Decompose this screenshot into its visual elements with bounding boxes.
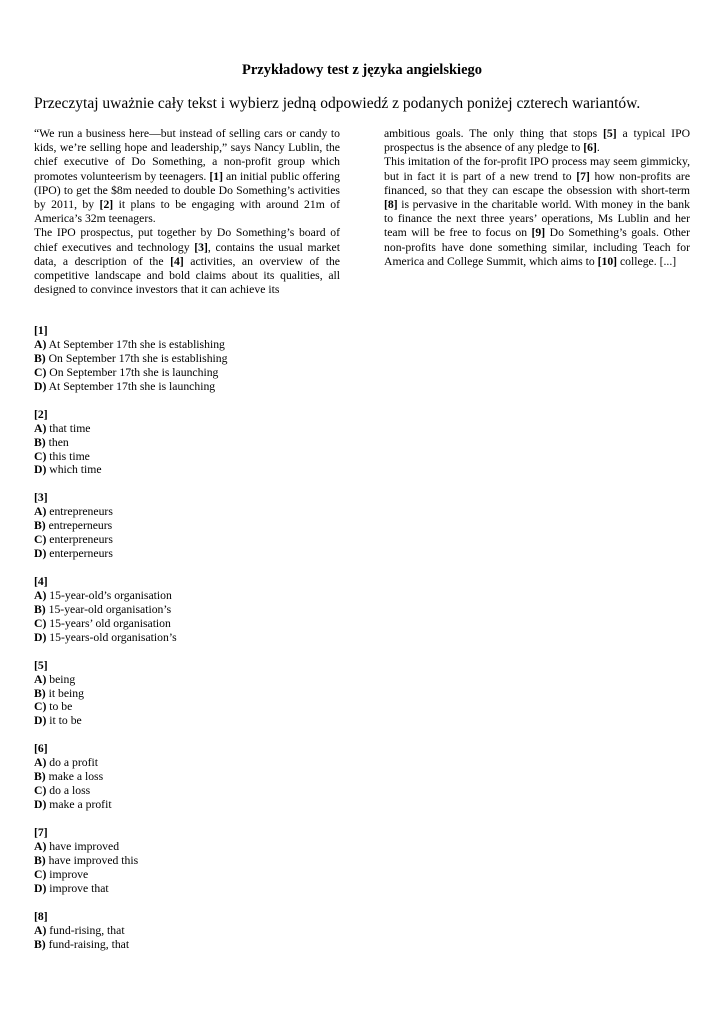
answer-option	[34, 882, 334, 896]
passage-paragraph: This imitation of the for-profit IPO process may seem gimmicky, but in fact it is part of a new trend to [7] how non-profits are financed, so that they can escape the obsession with short-term [8] is pervasive in the charitable world. With money in the bank to finance the next three years’ operations, Ms Lublin and her team will be free to focus on [9] Do Something’s goals. Other non-profits have done something similar, including Teach for America and College Summit, which aims to [10] college. [...]	[384, 155, 691, 268]
option-letter: A)	[34, 923, 47, 937]
option-text: fund-raising, that	[45, 937, 130, 951]
answer-option	[34, 631, 334, 645]
gap-marker: [3]	[194, 240, 208, 254]
option-letter: B)	[34, 770, 46, 784]
option-letter: B)	[34, 686, 46, 700]
gap-marker: [8]	[384, 198, 398, 212]
option-letter: A)	[34, 839, 47, 853]
question-number: [1]	[34, 324, 48, 337]
gap-marker: [1]	[209, 169, 223, 183]
option-letter: B)	[34, 853, 46, 867]
answer-option	[34, 505, 334, 519]
option-letter: C)	[34, 533, 47, 547]
option-text: improve that	[46, 881, 109, 895]
answer-option	[34, 603, 334, 617]
answer-option	[34, 784, 334, 798]
option-letter: A)	[34, 337, 47, 351]
answer-option	[34, 924, 334, 938]
answer-option	[34, 756, 334, 770]
answer-option	[34, 700, 334, 714]
option-letter: D)	[34, 630, 47, 644]
answer-option	[34, 854, 334, 868]
answer-option	[34, 366, 334, 380]
question-number: [7]	[34, 825, 48, 839]
option-text: being	[46, 672, 76, 686]
option-letter: C)	[34, 784, 47, 798]
passage-left-column	[34, 127, 340, 297]
gap-marker: [6]	[583, 141, 597, 155]
answer-option	[34, 450, 334, 464]
question-block	[34, 491, 334, 561]
question-number: [8]	[34, 909, 48, 923]
gap-marker: [5]	[602, 127, 617, 140]
gap-marker: [4]	[170, 254, 184, 268]
gap-marker: [9]	[531, 226, 546, 240]
option-letter: D)	[34, 881, 47, 895]
option-letter: C)	[34, 616, 47, 630]
option-letter: A)	[34, 588, 47, 602]
option-text: to be	[46, 700, 73, 714]
question-block	[34, 408, 334, 478]
option-text: that time	[46, 421, 91, 435]
answer-option	[34, 770, 334, 784]
question-block	[34, 575, 334, 645]
question-number: [5]	[34, 658, 48, 672]
option-letter: D)	[34, 463, 47, 477]
option-letter: B)	[34, 351, 46, 365]
option-letter: D)	[34, 379, 47, 393]
passage-paragraph: The IPO prospectus, put together by Do Something’s board of chief executives and technology [3], contains the usual market data, a description of the [4] activities, an overview of the competitive landscape and bold claims about its qualities, all designed to convince investors that it can achieve its	[34, 226, 340, 297]
option-text: which time	[46, 463, 102, 477]
page-title: Przykładowy test z języka angielskiego	[241, 62, 483, 78]
option-letter: A)	[34, 756, 47, 770]
option-letter: A)	[34, 505, 47, 519]
question-block	[34, 324, 334, 394]
option-text: 15-year-old’s organisation	[46, 588, 172, 602]
option-text: 15-years’ old organisation	[46, 616, 171, 630]
option-text: entrepreneurs	[46, 505, 113, 519]
option-letter: C)	[34, 449, 47, 463]
option-letter: B)	[34, 519, 46, 533]
answer-option	[34, 547, 334, 561]
instruction-text: Przeczytaj uważnie cały tekst i wybierz jedną odpowiedź z podanych poniżej czterech wariantów.	[34, 95, 641, 112]
question-number: [4]	[34, 574, 48, 588]
option-text: At September 17th she is launching	[46, 379, 216, 393]
option-text: On September 17th she is launching	[46, 365, 219, 379]
option-text: entreperneurs	[45, 519, 113, 533]
gap-marker: [2]	[99, 198, 114, 212]
option-text: enterperneurs	[46, 547, 113, 561]
option-text: improve	[46, 867, 89, 881]
option-text: have improved	[46, 839, 120, 853]
answer-option	[34, 352, 334, 366]
option-letter: D)	[34, 798, 47, 812]
answer-option	[34, 798, 334, 812]
answer-option	[34, 617, 334, 631]
passage-paragraph: “We run a business here—but instead of selling cars or candy to kids, we’re selling hope and leadership,” says Nancy Lublin, the chief executive of Do Something, a non-profit group which promotes volunteerism by teenagers. [1] an initial public offering (IPO) to get the $8m needed to double Do Something’s activities by 2011, by [2] it plans to be engaging with around 21m of America’s 32m teenagers.	[34, 127, 340, 226]
question-number: [6]	[34, 742, 48, 756]
option-text: make a profit	[46, 798, 112, 812]
option-text: do a loss	[46, 784, 91, 798]
answer-option	[34, 840, 334, 854]
question-number: [2]	[34, 407, 48, 421]
passage-right-column	[384, 127, 690, 269]
answer-option	[34, 463, 334, 477]
option-letter: B)	[34, 937, 46, 951]
option-letter: A)	[34, 672, 47, 686]
option-text: On September 17th she is establishing	[45, 351, 228, 365]
option-letter: C)	[34, 867, 47, 881]
question-block	[34, 826, 334, 896]
answer-option	[34, 673, 334, 687]
option-text: this time	[46, 449, 90, 463]
option-text: 15-years-old organisation’s	[46, 630, 177, 644]
option-text: make a loss	[45, 770, 104, 784]
answer-option	[34, 422, 334, 436]
option-text: enterpreneurs	[46, 533, 113, 547]
option-letter: D)	[34, 547, 47, 561]
gap-marker: [7]	[576, 169, 590, 183]
answer-option	[34, 436, 334, 450]
answer-option	[34, 533, 334, 547]
answer-option	[34, 338, 334, 352]
option-text: fund-rising, that	[46, 923, 125, 937]
option-text: do a profit	[46, 756, 98, 770]
question-block	[34, 742, 334, 812]
option-text: it being	[45, 686, 84, 700]
option-text: At September 17th she is establishing	[46, 337, 225, 351]
gap-marker: [10]	[597, 254, 618, 268]
option-letter: C)	[34, 365, 47, 379]
option-letter: B)	[34, 602, 46, 616]
option-text: it to be	[46, 714, 82, 728]
option-letter: B)	[34, 435, 46, 449]
question-number: [3]	[34, 491, 48, 505]
option-letter: C)	[34, 700, 47, 714]
passage-paragraph: ambitious goals. The only thing that stops [5] a typical IPO prospectus is the absence of any pledge to [6].	[384, 127, 691, 155]
questions-list	[34, 324, 334, 965]
answer-option	[34, 868, 334, 882]
answer-option	[34, 714, 334, 728]
answer-option	[34, 687, 334, 701]
option-text: have improved this	[45, 853, 139, 867]
answer-option	[34, 589, 334, 603]
question-block	[34, 659, 334, 729]
option-letter: D)	[34, 714, 47, 728]
option-text: 15-year-old organisation’s	[45, 602, 172, 616]
answer-option	[34, 938, 334, 952]
option-letter: A)	[34, 421, 47, 435]
option-text: then	[45, 435, 69, 449]
answer-option	[34, 519, 334, 533]
question-block	[34, 910, 334, 952]
answer-option	[34, 380, 334, 394]
